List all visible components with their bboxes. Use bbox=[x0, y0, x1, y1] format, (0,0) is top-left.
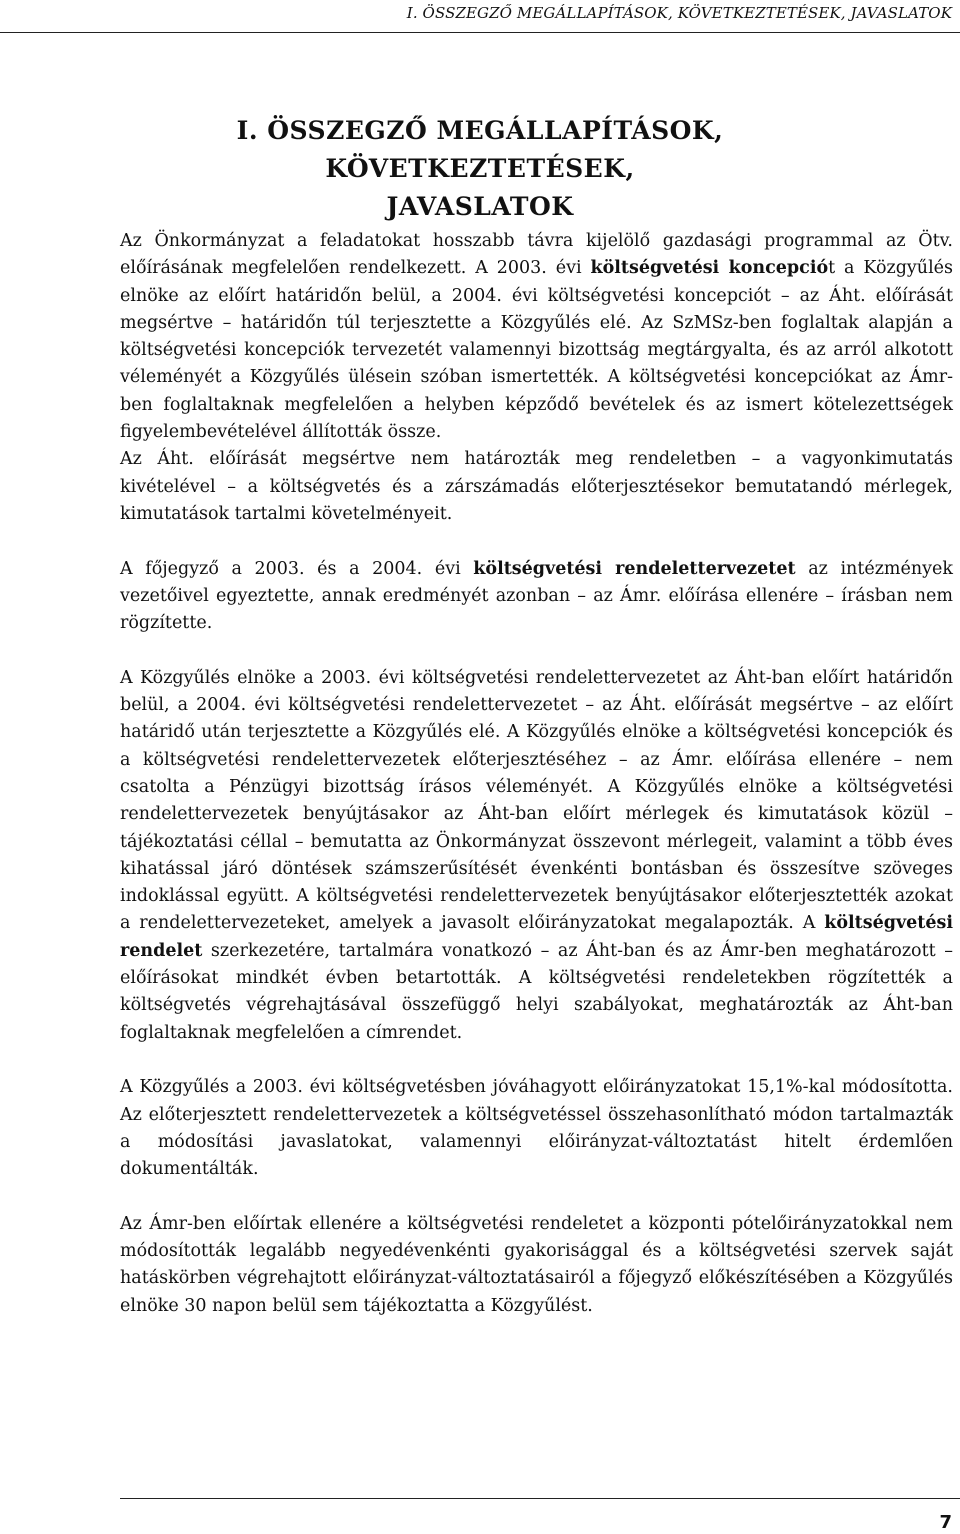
paragraph-3-emphasis: költségvetési rendelettervezetet bbox=[473, 558, 796, 579]
paragraph-4-text-b: szerkezetére, tartalmára vonatkozó – az Áht-ban és az Ámr-ben meghatározott – előírásokat mindkét évben betartották. A költségvetési rendeletekben rögzítették a költségvetés végrehajtásával összefüggő helyi szabályokat, meghatározták az Áht-ban foglaltaknak megfelelően a címrendet. bbox=[120, 940, 953, 1043]
page-title bbox=[100, 112, 860, 226]
paragraph-1-text-a: Az Önkormányzat a feladatokat hosszabb távra kijelölő gazdasági programmal az Ötv. előírásának megfelelően rendelkezett. A 2003. évi bbox=[120, 231, 953, 279]
paragraph-6: Az Ámr-ben előírtak ellenére a költségvetési rendeletet a központi pótelőirányzatokkal nem módosították legalább negyedévenkénti gyakorisággal és a költségvetési szervek saját hatáskörben végrehajtott előirányzat-változtatásairól a főjegyző előkészítésében a Közgyűlés elnöke 30 napon belül sem tájékoztatta a Közgyűlést. bbox=[120, 1213, 953, 1316]
paragraph-4 bbox=[120, 665, 953, 1047]
page-title-line-1: I. ÖSSZEGZŐ MEGÁLLAPÍTÁSOK, KÖVETKEZTETÉSEK, bbox=[236, 116, 724, 183]
body-text bbox=[120, 228, 953, 1320]
page-title-line-2: JAVASLATOK bbox=[386, 192, 574, 221]
paragraph-1-text-b: t a Közgyűlés elnöke az előírt határidőn belül, a 2004. évi költségvetési koncepciót – az Áht. előírását megsértve – határidőn túl terjesztette a Közgyűlés elé. Az SzMSz-ben foglaltak alapján a költségvetési koncepciók tervezetét valamennyi bizottság megtárgyalta, és az arról alkotott véleményét a Közgyűlés ülésein szóban ismertették. A költségvetési koncepciókat az Ámr-ben foglaltaknak megfelelően a helyben képződő bevételek és az ismert kötelezettségek figyelembevételével állították össze. bbox=[120, 258, 954, 443]
paragraph-1 bbox=[120, 228, 953, 446]
paragraph-1-emphasis: költségvetési koncepció bbox=[590, 258, 829, 279]
paragraph-4-emphasis: költségvetési rendelet bbox=[120, 913, 953, 961]
paragraph-4-text-a: A Közgyűlés elnöke a 2003. évi költségvetési rendelettervezetet az Áht-ban előírt határidőn belül, a 2004. évi költségvetési rendelettervezetet – az Áht. előírását megsértve – az előírt határidő után terjesztette a Közgyűlés elé. A Közgyűlés elnöke a költségvetési koncepciók és a költségvetési rendelettervezetek előterjesztéséhez – az Ámr. előírása ellenére – nem csatolta a Pénzügyi bizottság írásos véleményét. A Közgyűlés elnöke a költségvetési rendelettervezetek benyújtásakor az Áht-ban előírt mérlegek és kimutatások közül – tájékoztatási céllal – bemutatta az Önkormányzat összevont mérlegeit, valamint a több éves kihatással járó döntések számszerűsítését évenkénti bontásban és összesítve szöveges indoklással együtt. A költségvetési rendelettervezetek benyújtásakor előterjesztették azokat a rendelettervezeteket, amelyek a javasolt előirányzatokat megalapozták. A bbox=[120, 667, 953, 934]
running-header: I. ÖSSZEGZŐ MEGÁLLAPÍTÁSOK, KÖVETKEZTETÉSEK, JAVASLATOK bbox=[406, 4, 952, 22]
paragraph-3 bbox=[120, 556, 953, 638]
page-number: 7 bbox=[939, 1512, 952, 1533]
paragraph-2: Az Áht. előírását megsértve nem határozták meg rendeletben – a vagyonkimutatás kivételével – a költségvetés és a zárszámadás előterjesztésekor bemutatandó mérlegek, kimutatások tartalmi követelményeit. bbox=[120, 449, 953, 524]
header-divider bbox=[0, 32, 960, 33]
footer-divider bbox=[120, 1498, 960, 1499]
paragraph-5: A Közgyűlés a 2003. évi költségvetésben jóváhagyott előirányzatokat 15,1%-kal módosította. Az előterjesztett rendelettervezetek a költségvetéssel összehasonlítható módon tartalmazták a módosítási javaslatokat, valamennyi előirányzat-változtatást hitelt érdemlően dokumentálták. bbox=[120, 1077, 953, 1180]
paragraph-3-text-a: A főjegyző a 2003. és a 2004. évi bbox=[120, 558, 474, 579]
paragraph-3-text-b: az intézmények vezetőivel egyeztette, annak eredményét azonban – az Ámr. előírása ellenére – írásban nem rögzítette. bbox=[120, 558, 953, 634]
